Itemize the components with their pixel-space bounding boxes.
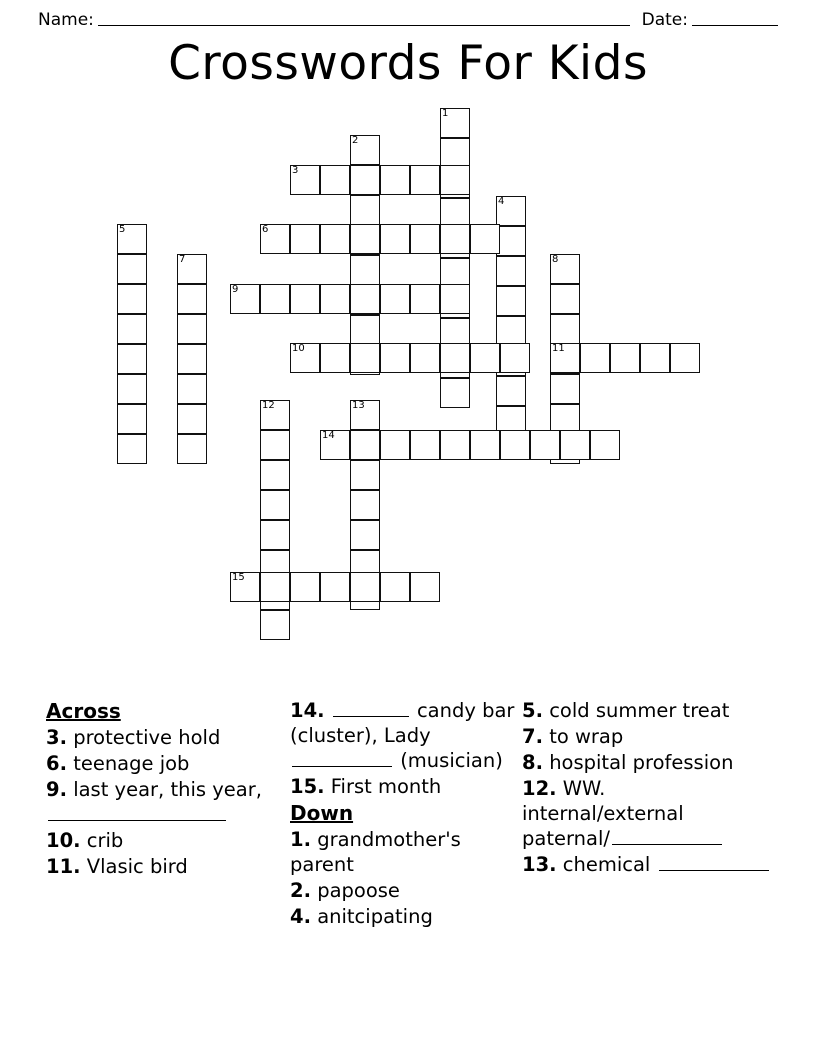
grid-cell[interactable] [496, 286, 526, 316]
grid-cell[interactable] [440, 378, 470, 408]
grid-cell[interactable] [260, 460, 290, 490]
clue-text: to wrap [549, 725, 624, 748]
clue-number: 13. [522, 853, 557, 876]
grid-cell[interactable] [470, 430, 500, 460]
grid-cell[interactable] [380, 343, 410, 373]
grid-cell-start-13[interactable] [350, 400, 380, 430]
grid-cell[interactable] [496, 256, 526, 286]
grid-cell[interactable] [380, 572, 410, 602]
grid-cell[interactable] [670, 343, 700, 373]
clue-text: First month [330, 775, 442, 798]
grid-cell[interactable] [410, 572, 440, 602]
clue-lists [0, 698, 816, 998]
clue-text-candy: candy [416, 699, 476, 722]
clue-number: 3. [46, 726, 67, 749]
grid-cell-number: 11 [552, 343, 565, 354]
clue-text-line2: year, [212, 778, 262, 801]
grid-cell[interactable] [177, 314, 207, 344]
grid-cell[interactable] [470, 343, 500, 373]
grid-cell[interactable] [320, 343, 350, 373]
grid-cell[interactable] [496, 376, 526, 406]
grid-cell-number: 1 [442, 108, 449, 119]
clue-number: 8. [522, 751, 543, 774]
grid-cell[interactable] [440, 430, 470, 460]
grid-cell[interactable] [380, 165, 410, 195]
grid-cell-start-15[interactable] [230, 572, 260, 602]
grid-cell[interactable] [290, 572, 320, 602]
grid-cell[interactable] [117, 344, 147, 374]
grid-cell-number: 4 [498, 196, 505, 207]
grid-cell[interactable] [350, 315, 380, 345]
grid-cell[interactable] [117, 314, 147, 344]
grid-cell[interactable] [290, 224, 320, 254]
grid-cell[interactable] [117, 284, 147, 314]
grid-cell[interactable] [610, 343, 640, 373]
grid-cell[interactable] [560, 430, 590, 460]
clue-down-4[interactable] [290, 904, 522, 929]
grid-cell[interactable] [580, 343, 610, 373]
clue-down-5[interactable] [522, 698, 772, 723]
grid-cell[interactable] [470, 224, 500, 254]
grid-cell-number: 3 [292, 165, 299, 176]
grid-cell-number: 10 [292, 343, 305, 354]
clue-column-2 [290, 698, 522, 930]
clue-text: papoose [317, 879, 400, 902]
clue-text-internal: internal/external [522, 802, 684, 825]
clue-down-8[interactable] [522, 750, 772, 775]
grid-cell-start-9[interactable] [230, 284, 260, 314]
grid-cell-number: 2 [352, 135, 359, 146]
clue-down-7[interactable] [522, 724, 772, 749]
grid-cell[interactable] [496, 316, 526, 346]
grid-cell[interactable] [350, 520, 380, 550]
grid-cell[interactable] [440, 343, 470, 373]
name-label: Name: [38, 10, 94, 30]
grid-cell[interactable] [177, 374, 207, 404]
grid-cell[interactable] [440, 224, 470, 254]
grid-cell[interactable] [117, 374, 147, 404]
clue-number: 1. [290, 828, 311, 851]
clue-down-13[interactable] [522, 852, 772, 877]
clue-number: 15. [290, 775, 325, 798]
clue-text-line1: last year, this [73, 778, 207, 801]
clue-across-15[interactable] [290, 774, 522, 799]
grid-cell-number: 14 [322, 430, 335, 441]
clue-number: 11. [46, 855, 81, 878]
clue-number: 10. [46, 829, 81, 852]
clue-across-14[interactable] [290, 698, 522, 773]
clue-column-3 [522, 698, 772, 878]
grid-cell[interactable] [410, 343, 440, 373]
grid-cell-start-1[interactable] [440, 108, 470, 138]
grid-cell[interactable] [260, 520, 290, 550]
grid-cell[interactable] [410, 224, 440, 254]
grid-cell[interactable] [350, 195, 380, 225]
grid-cell[interactable] [350, 165, 380, 195]
clue-across-11[interactable] [46, 854, 290, 879]
grid-cell-number: 6 [262, 224, 269, 235]
grid-cell[interactable] [590, 430, 620, 460]
answer-blank[interactable] [612, 830, 722, 845]
grid-cell[interactable] [320, 284, 350, 314]
clue-text-ww: WW. [562, 777, 606, 800]
grid-cell[interactable] [550, 284, 580, 314]
grid-cell[interactable] [350, 460, 380, 490]
clue-text: protective hold [73, 726, 221, 749]
clue-text-musician: (musician) [400, 749, 503, 772]
clue-number: 5. [522, 699, 543, 722]
answer-blank[interactable] [48, 806, 226, 821]
grid-cell[interactable] [640, 343, 670, 373]
grid-cell[interactable] [260, 430, 290, 460]
grid-cell[interactable] [177, 404, 207, 434]
grid-cell-number: 13 [352, 400, 365, 411]
grid-cell[interactable] [550, 374, 580, 404]
grid-cell[interactable] [350, 572, 380, 602]
clue-across-10[interactable] [46, 828, 290, 853]
grid-cell-start-12[interactable] [260, 400, 290, 430]
answer-blank[interactable] [659, 856, 769, 871]
grid-cell[interactable] [530, 430, 560, 460]
grid-cell[interactable] [320, 165, 350, 195]
clue-text: hospital profession [549, 751, 734, 774]
clue-down-2[interactable] [290, 878, 522, 903]
grid-cell[interactable] [500, 430, 530, 460]
grid-cell-number: 15 [232, 572, 245, 583]
clue-number: 9. [46, 778, 67, 801]
page-title: Crosswords For Kids [168, 36, 648, 91]
grid-cell-number: 8 [552, 254, 559, 265]
clue-text: Vlasic bird [86, 855, 188, 878]
grid-cell[interactable] [260, 572, 290, 602]
grid-cell-start-8[interactable] [550, 254, 580, 284]
grid-cell[interactable] [440, 138, 470, 168]
grid-cell[interactable] [320, 572, 350, 602]
grid-cell[interactable] [177, 434, 207, 464]
grid-cell[interactable] [500, 343, 530, 373]
clue-number: 2. [290, 879, 311, 902]
clue-number: 7. [522, 725, 543, 748]
grid-cell[interactable] [550, 314, 580, 344]
grid-cell[interactable] [410, 284, 440, 314]
grid-cell-start-5[interactable] [117, 224, 147, 254]
grid-cell[interactable] [380, 430, 410, 460]
down-heading: Down [290, 801, 354, 825]
date-label: Date: [641, 10, 688, 30]
clue-text: crib [86, 829, 124, 852]
grid-cell-number: 7 [179, 254, 186, 265]
across-heading: Across [46, 699, 121, 723]
clue-column-1 [46, 698, 290, 880]
grid-cell-number: 12 [262, 400, 275, 411]
clue-down-1[interactable] [290, 827, 522, 877]
grid-cell[interactable] [117, 404, 147, 434]
grid-cell-number: 5 [119, 224, 126, 235]
clue-across-9[interactable] [46, 777, 290, 827]
clue-number: 12. [522, 777, 557, 800]
clue-text: teenage job [73, 752, 190, 775]
grid-cell[interactable] [440, 284, 470, 314]
grid-cell[interactable] [177, 344, 207, 374]
grid-cell[interactable] [410, 430, 440, 460]
clue-text-bar: bar (cluster), Lady [290, 699, 515, 747]
grid-cell[interactable] [290, 284, 320, 314]
grid-cell-start-7[interactable] [177, 254, 207, 284]
answer-blank-2[interactable] [292, 752, 392, 767]
grid-cell[interactable] [380, 284, 410, 314]
clue-number: 6. [46, 752, 67, 775]
grid-cell-start-4[interactable] [496, 196, 526, 226]
clue-across-6[interactable] [46, 751, 290, 776]
grid-cell[interactable] [117, 254, 147, 284]
clue-number: 14. [290, 699, 325, 722]
grid-cell-start-6[interactable] [260, 224, 290, 254]
grid-cell[interactable] [117, 434, 147, 464]
grid-cell-start-2[interactable] [350, 135, 380, 165]
grid-cell[interactable] [260, 490, 290, 520]
grid-cell[interactable] [260, 284, 290, 314]
clue-number: 4. [290, 905, 311, 928]
grid-cell-start-10[interactable] [290, 343, 320, 373]
grid-cell[interactable] [380, 224, 410, 254]
grid-cell[interactable] [260, 610, 290, 640]
clue-text: chemical [562, 853, 651, 876]
grid-cell[interactable] [440, 165, 470, 195]
grid-cell[interactable] [320, 224, 350, 254]
grid-cell[interactable] [350, 430, 380, 460]
clue-text: grandmother's parent [290, 828, 461, 876]
grid-cell-start-11[interactable] [550, 343, 580, 373]
grid-cell-number: 9 [232, 284, 239, 295]
grid-cell[interactable] [350, 255, 380, 285]
clue-across-3[interactable] [46, 725, 290, 750]
clue-down-12[interactable] [522, 776, 772, 851]
clue-text: anitcipating [317, 905, 433, 928]
clue-text: cold summer treat [549, 699, 730, 722]
grid-cell[interactable] [496, 226, 526, 256]
grid-cell[interactable] [410, 165, 440, 195]
clue-text-paternal: paternal/ [522, 827, 610, 850]
grid-cell-start-3[interactable] [290, 165, 320, 195]
grid-cell[interactable] [177, 284, 207, 314]
answer-blank[interactable] [333, 702, 409, 717]
grid-cell[interactable] [350, 490, 380, 520]
grid-cell[interactable] [350, 224, 380, 254]
grid-cell[interactable] [350, 343, 380, 373]
grid-cell[interactable] [350, 284, 380, 314]
grid-cell-start-14[interactable] [320, 430, 350, 460]
